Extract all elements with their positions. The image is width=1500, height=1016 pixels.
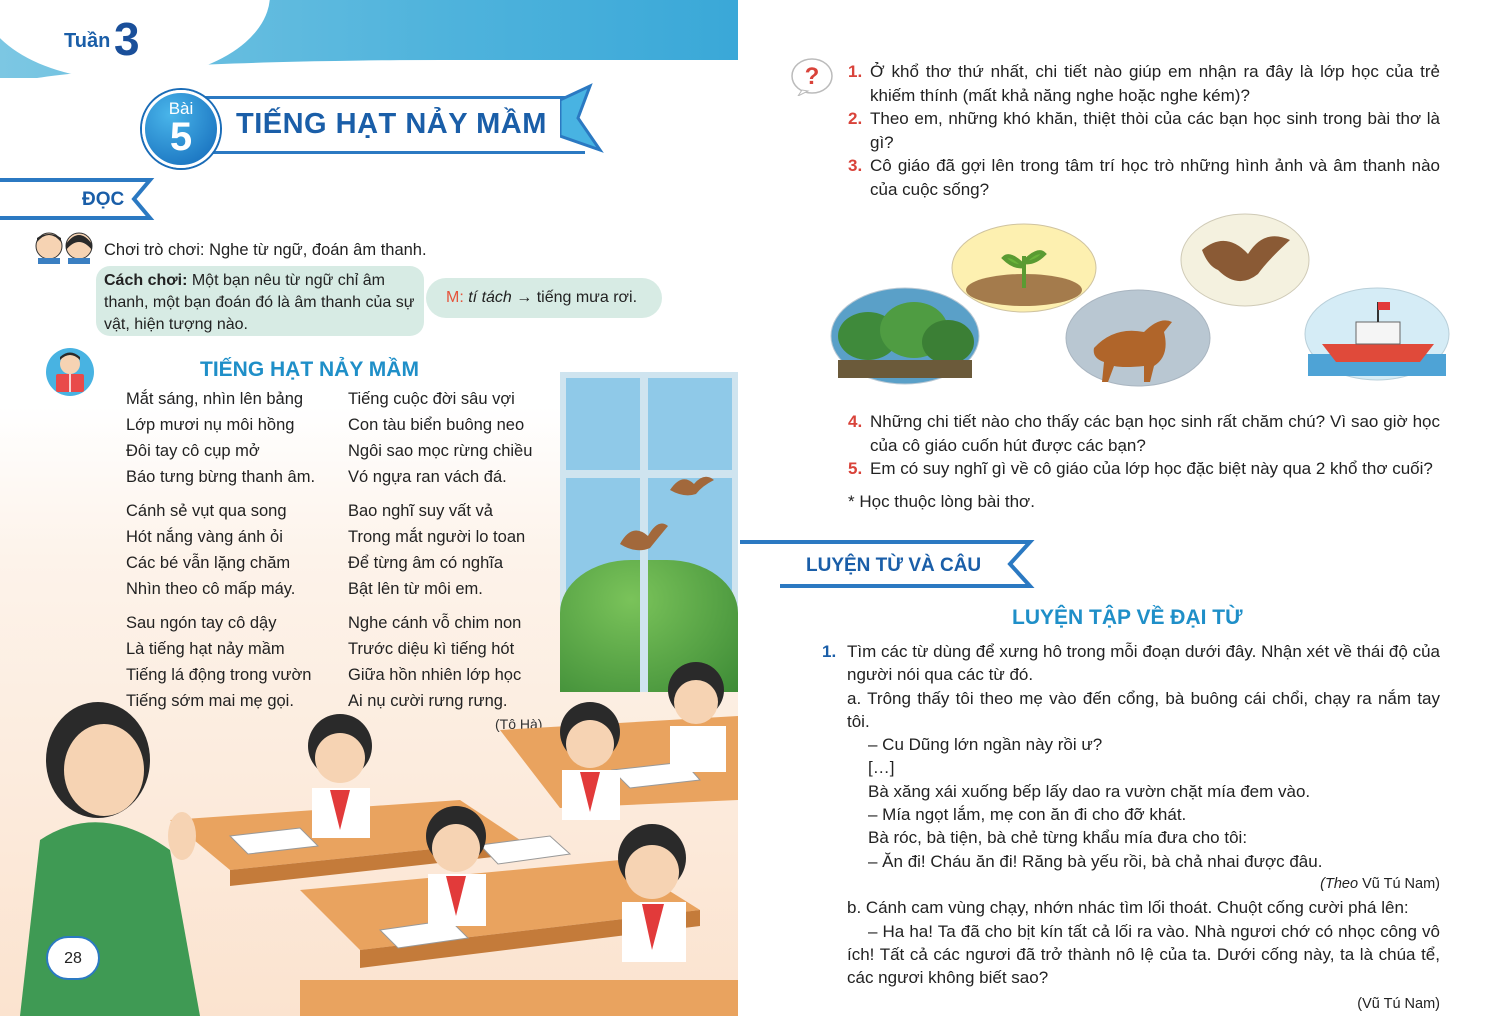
dialogue-line: Bà xăng xái xuống bếp lấy dao ra vườn chặt mía đem vào. <box>868 781 1311 801</box>
memorize-note: * Học thuộc lòng bài thơ. <box>848 492 1035 511</box>
lesson-number-badge <box>142 90 220 168</box>
dialogue-line: […] <box>868 758 895 778</box>
exercise-1 <box>822 640 1440 1016</box>
reading-kid-icon <box>42 346 98 396</box>
poem-line: Vó ngựa ran vách đá. <box>348 468 507 486</box>
poem-line: Trước diệu kì tiếng hót <box>348 640 515 658</box>
rules-label: Cách chơi: <box>104 272 188 289</box>
example-word: tí tách <box>463 289 512 306</box>
bird-cloud-illustration <box>1178 210 1312 310</box>
questions-bottom <box>848 410 1440 481</box>
poem-line: Ngôi sao mọc rừng chiều <box>348 442 533 460</box>
exercise-a-lines <box>847 733 1440 873</box>
exercise-b-source: (Vũ Tú Nam) <box>1357 996 1440 1013</box>
question-number: 5. <box>848 459 863 478</box>
dialogue-line: – Mía ngọt lắm, mẹ con ăn đi cho đỡ khát. <box>868 805 1187 825</box>
poem-line: Giữa hồn nhiên lớp học <box>348 666 522 684</box>
poem-line: Bao nghĩ suy vất vả <box>348 502 493 520</box>
week-number: 3 <box>114 13 140 65</box>
exercise-a-source <box>847 873 1440 896</box>
poem-line: Sau ngón tay cô dậy <box>126 614 277 632</box>
left-page <box>0 0 738 1016</box>
poem-author: (Tô Hà) <box>495 716 543 732</box>
poem-line: Lớp mươi nụ môi hồng <box>126 416 295 434</box>
question-mark-icon <box>790 54 834 96</box>
ribbon-tail-icon <box>560 78 606 158</box>
classroom-illustration <box>0 640 738 1016</box>
forest-cloud-illustration <box>828 284 982 388</box>
poem-title: TIẾNG HẠT NẢY MẦM <box>200 358 419 381</box>
poem-line: Con tàu biển buông neo <box>348 416 525 434</box>
exercise-prompt: Tìm các từ dùng để xưng hô trong mỗi đoạn dưới đây. Nhận xét về thái độ của người nói qua các từ đó. <box>847 642 1440 685</box>
week-label: Tuần <box>64 30 111 52</box>
lesson-number: 5 <box>169 115 193 159</box>
exercise-b-intro: b. Cánh cam vùng chạy, nhớn nhác tìm lối thoát. Chuột cống cười phá lên: <box>847 898 1409 918</box>
poem-line: Để từng âm có nghĩa <box>348 554 504 572</box>
page-number: 28 <box>64 950 82 967</box>
reading-section-tab <box>0 176 160 222</box>
page-number-badge <box>46 936 100 980</box>
poem-line: Là tiếng hạt nảy mầm <box>126 640 285 658</box>
example-answer: tiếng mưa rơi. <box>536 289 638 306</box>
question-number: 4. <box>848 412 863 431</box>
dialogue-line: – Ăn đi! Cháu ăn đi! Răng bà yếu rồi, bà chả nhai được đâu. <box>868 851 1323 871</box>
rules-body: Một bạn nêu từ ngữ chỉ âm thanh, một bạn đoán đó là âm thanh của sự vật, hiện tượng nào. <box>104 272 415 333</box>
sparrow-icon <box>618 518 670 556</box>
poem-line: Tiếng cuộc đời sâu vợi <box>348 390 515 408</box>
poem-stanza <box>126 498 315 602</box>
poem-line: Ai nụ cười rưng rưng. <box>348 692 508 710</box>
dialogue-line: – Cu Dũng lớn ngần này rồi ư? <box>868 735 1103 755</box>
question-item <box>848 457 1440 481</box>
poem-line: Cánh sẻ vụt qua song <box>126 502 287 520</box>
question-number: 1. <box>848 62 863 81</box>
exercise-a-intro: a. Trông thấy tôi theo mẹ vào đến cổng, bà buông cái chổi, chạy ra nắm tay tôi. <box>847 688 1440 731</box>
poem-line: Trong mắt người lo toan <box>348 528 526 546</box>
sparrow-icon <box>668 470 716 500</box>
question-text: Những chi tiết nào cho thấy các bạn học sinh rất chăm chú? Vì sao giờ học của cô giáo cuốn hút được các bạn? <box>870 412 1440 455</box>
poem-line: Đôi tay cô cụp mở <box>126 442 260 460</box>
exercise-b-quote: – Ha ha! Ta đã cho bịt kín tất cả lối ra vào. Nhà ngươi chớ có nhọc công vô ích! Tất cả các ngươi đã trở thành nô lệ của ta. Dưới cống này, ta là chúa tể, các ngươi không biết sao? <box>847 921 1440 988</box>
question-number: 2. <box>848 109 863 128</box>
poem-stanza <box>348 386 532 490</box>
question-item <box>848 410 1440 457</box>
question-item <box>848 107 1440 154</box>
lesson-label: Bài <box>168 99 194 118</box>
lesson-title: TIẾNG HẠT NẢY MẦM <box>236 108 547 140</box>
dialogue-line: Bà róc, bà tiện, bà chẻ từng khẩu mía đưa cho tôi: <box>868 828 1248 848</box>
example-marker: M: <box>446 289 464 306</box>
poem-line: Hót nắng vàng ánh ỏi <box>126 528 283 546</box>
question-item <box>848 60 1440 107</box>
ship-cloud-illustration <box>1302 284 1452 384</box>
question-text: Em có suy nghĩ gì về cô giáo của lớp học đặc biệt này qua 2 khổ thơ cuối? <box>870 459 1433 478</box>
questions-top <box>848 60 1440 201</box>
question-text: Cô giáo đã gợi lên trong tâm trí học trò những hình ảnh và âm thanh nào của cuộc sống? <box>870 156 1440 199</box>
question-text: Ở khổ thơ thứ nhất, chi tiết nào giúp em nhận ra đây là lớp học của trẻ khiếm thính (mất khả năng nghe hoặc nghe kém)? <box>870 62 1440 105</box>
question-item <box>848 154 1440 201</box>
poem-line: Tiếng lá động trong vườn <box>126 666 312 684</box>
practice-title: LUYỆN TẬP VỀ ĐẠI TỪ <box>1012 606 1243 629</box>
poem-line: Báo tưng bừng thanh âm. <box>126 468 316 486</box>
reading-section-label: ĐỌC <box>82 189 125 210</box>
poem-line: Nhìn theo cô mấp máy. <box>126 580 296 598</box>
poem-line: Nghe cánh vỗ chim non <box>348 614 522 632</box>
svg-text:?: ? <box>804 63 820 90</box>
poem-line: Tiếng sớm mai mẹ gọi. <box>126 692 294 710</box>
rules-text <box>104 270 424 336</box>
poem-line: Mắt sáng, nhìn lên bảng <box>126 390 304 408</box>
example-arrow: → <box>511 289 537 306</box>
poem-line: Các bé vẫn lặng chăm <box>126 554 291 572</box>
source-prefix: (Theo <box>1320 875 1359 892</box>
game-intro: Chơi trò chơi: Nghe từ ngữ, đoán âm thanh. <box>104 241 427 259</box>
poem-stanza <box>348 498 532 602</box>
memorize-note-wrap <box>848 486 1440 514</box>
vocab-section-label: LUYỆN TỪ VÀ CÂU <box>806 555 982 576</box>
exercise-number: 1. <box>822 642 837 661</box>
two-kids-icon <box>34 230 96 264</box>
question-text: Theo em, những khó khăn, thiệt thòi của các bạn học sinh trong bài thơ là gì? <box>870 109 1440 152</box>
poem-stanza <box>126 386 315 490</box>
poem-line: Bật lên từ môi em. <box>348 580 483 598</box>
example-text <box>446 289 637 307</box>
source-name: Vũ Tú Nam) <box>1358 875 1440 892</box>
question-number: 3. <box>848 156 863 175</box>
